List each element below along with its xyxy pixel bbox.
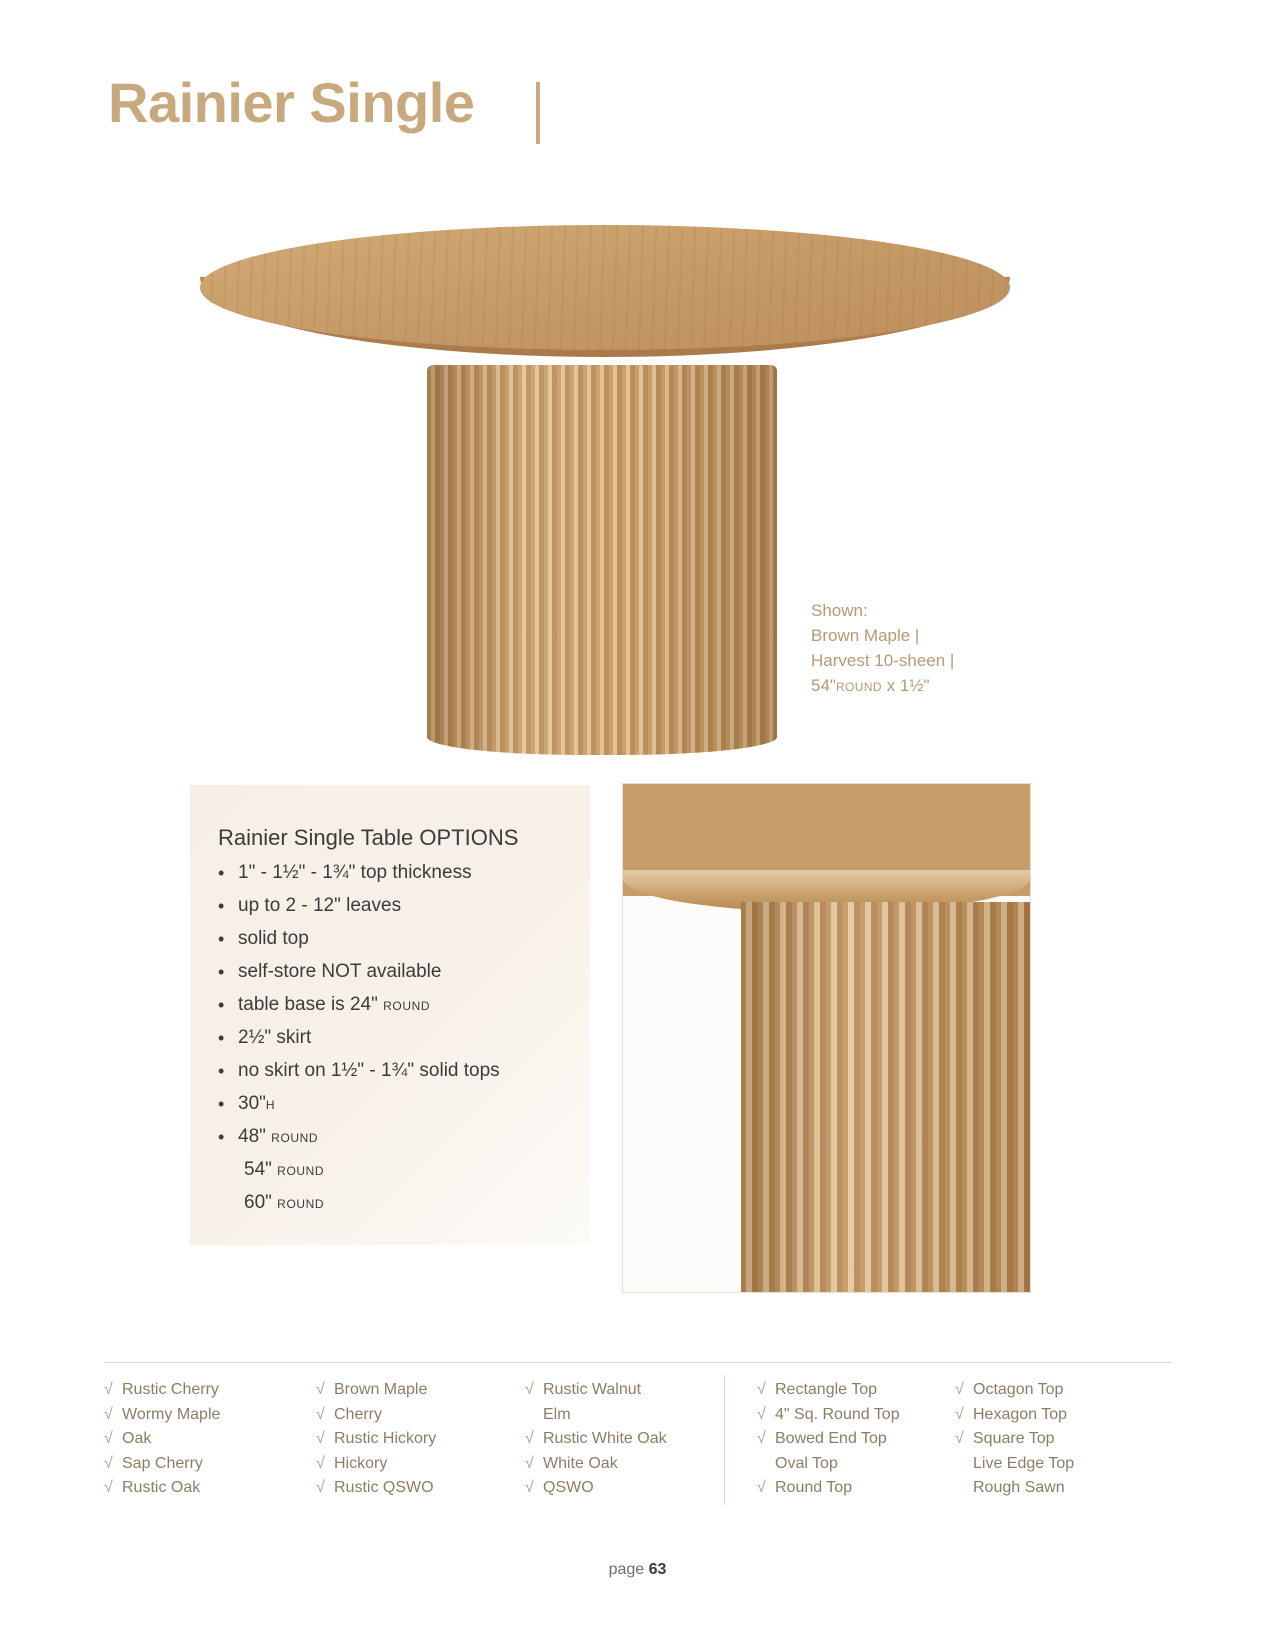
table-top-surface [200,225,1010,350]
footer-divider-line [104,1362,1171,1363]
list-item-label: Square Top [973,1430,1055,1447]
check-icon: √ [525,1454,534,1472]
page-label: page [608,1561,645,1578]
option-item [238,989,500,1022]
check-icon: √ [104,1454,113,1472]
list-item-label: Cherry [334,1405,383,1423]
shown-line-3: Harvest 10-sheen | [811,651,955,670]
list-item-label: Rustic Oak [122,1479,201,1496]
list-item-label: Rustic Cherry [122,1381,219,1398]
list-item-label: Rustic White Oak [543,1430,667,1447]
check-icon: √ [104,1381,113,1398]
list-item[interactable] [955,1378,1074,1403]
list-item[interactable] [316,1427,436,1452]
list-item[interactable] [316,1452,436,1477]
list-item-label: Brown Maple [334,1381,428,1398]
option-item [238,1055,500,1088]
shown-size: 54" [811,676,836,695]
list-item[interactable] [316,1403,436,1428]
check-icon: √ [316,1479,325,1496]
list-item-label: Rough Sawn [973,1479,1065,1496]
list-item[interactable] [525,1452,667,1477]
footer-column-divider [724,1375,725,1505]
list-item-label: Elm [543,1405,571,1423]
list-item-label: Hexagon Top [973,1405,1067,1423]
option-label: 1" - 1½" - 1¾" top thickness [238,862,472,883]
list-item-label: Hickory [334,1454,388,1472]
check-icon: √ [757,1405,766,1423]
list-item[interactable] [525,1378,667,1403]
list-item[interactable] [525,1476,667,1501]
option-label: 60" [244,1192,272,1213]
title-divider [536,82,540,144]
option-unit: ROUND [277,1197,325,1211]
option-item [238,1187,500,1220]
option-label: table base is 24" [238,994,378,1015]
list-item[interactable] [757,1378,900,1403]
shown-line-1: Shown: [811,601,868,620]
detail-base-shading [741,902,1030,1292]
check-icon: √ [316,1430,325,1447]
check-icon: √ [525,1479,534,1496]
shown-caption [811,598,954,700]
option-label: 54" [244,1159,272,1180]
list-item-label: Sap Cherry [122,1454,203,1472]
option-label: no skirt on 1½" - 1¾" solid tops [238,1060,500,1081]
list-item[interactable] [955,1452,1074,1477]
check-icon: √ [316,1381,325,1398]
page-number-value: 63 [648,1561,667,1578]
option-label: self-store NOT available [238,961,442,982]
list-item-label: Rectangle Top [775,1381,877,1398]
list-item[interactable] [316,1378,436,1403]
option-label: 30" [238,1093,266,1114]
page-number [0,1561,1275,1579]
woods-column-2 [316,1378,436,1501]
list-item[interactable] [316,1476,436,1501]
option-item [238,1088,500,1121]
list-item-label: Live Edge Top [973,1454,1075,1472]
check-icon: √ [757,1479,766,1496]
list-item[interactable] [757,1452,900,1477]
options-title: Rainier Single Table OPTIONS [218,825,519,850]
check-icon: √ [316,1405,325,1423]
list-item-label: Octagon Top [973,1381,1064,1398]
list-item-label: Rustic Hickory [334,1430,437,1447]
check-icon: √ [955,1405,964,1423]
check-icon: √ [104,1405,113,1423]
option-unit: ROUND [277,1164,325,1178]
option-label: solid top [238,928,309,949]
shown-line-4 [811,673,954,700]
list-item-label: White Oak [543,1454,618,1472]
option-unit: H [265,1098,276,1112]
check-icon: √ [955,1430,964,1447]
option-label: 48" [238,1126,266,1147]
option-item [238,1121,500,1154]
check-icon: √ [757,1381,766,1398]
detail-product-photo [622,783,1031,1293]
list-item-label: Rustic Walnut [543,1381,642,1398]
list-item[interactable] [955,1427,1074,1452]
list-item[interactable] [104,1427,220,1452]
option-item [238,923,500,956]
list-item-label: QSWO [543,1479,594,1496]
option-item [238,1022,500,1055]
option-item [238,956,500,989]
tops-column-1 [757,1378,900,1501]
option-label: 2½" skirt [238,1027,312,1048]
list-item[interactable] [525,1427,667,1452]
table-base-shading [427,365,777,755]
list-item[interactable] [104,1403,220,1428]
page-title: Rainier Single [108,71,475,134]
option-unit: ROUND [271,1131,319,1145]
check-icon: √ [104,1479,113,1496]
option-label: up to 2 - 12" leaves [238,895,402,916]
check-icon: √ [104,1430,113,1447]
shown-line-2: Brown Maple | [811,626,920,645]
list-item[interactable] [104,1476,220,1501]
option-item [238,890,500,923]
option-item [238,857,500,890]
list-item[interactable] [104,1378,220,1403]
list-item-label: Round Top [775,1479,853,1496]
options-panel [190,785,590,1245]
list-item[interactable] [525,1403,667,1428]
list-item-label: Bowed End Top [775,1430,887,1447]
list-item-label: Oak [122,1430,152,1447]
list-item-label: Rustic QSWO [334,1479,434,1496]
options-list [216,857,500,1220]
option-unit: ROUND [383,999,431,1013]
list-item[interactable] [757,1427,900,1452]
list-item[interactable] [757,1476,900,1501]
shown-size-unit: ROUND [835,680,882,694]
check-icon: √ [316,1454,325,1472]
shown-size-rest: x 1½" [886,676,930,695]
tops-column-2 [955,1378,1074,1501]
list-item[interactable] [757,1403,900,1428]
list-item-label: Oval Top [775,1454,838,1472]
option-item [238,1154,500,1187]
check-icon: √ [525,1381,534,1398]
check-icon: √ [955,1381,964,1398]
list-item-label: 4" Sq. Round Top [775,1405,900,1423]
check-icon: √ [757,1430,766,1447]
woods-column-1 [104,1378,220,1501]
list-item[interactable] [955,1403,1074,1428]
list-item[interactable] [104,1452,220,1477]
list-item-label: Wormy Maple [122,1405,221,1423]
list-item[interactable] [955,1476,1074,1501]
check-icon: √ [525,1430,534,1447]
woods-column-3 [525,1378,667,1501]
